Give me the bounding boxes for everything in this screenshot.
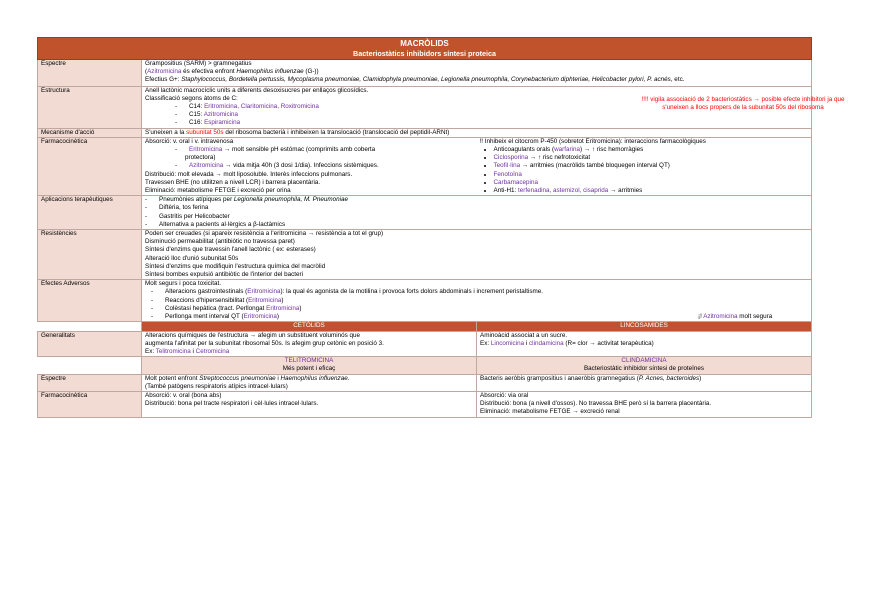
label-efectes: Efectes Adversos <box>38 280 142 322</box>
text: ) <box>276 313 279 321</box>
drug-name: Eritromicina <box>189 146 223 154</box>
species-list: Staphylococcus, Bordetella pertussis, Mycoplasma pneumoniae, Clamidophyla pneumoniae, Legionella pneumophila, Corynebacterium diphteriae, Helicobacter pylori, P. acnés <box>181 76 671 84</box>
efecte-2 <box>145 297 808 305</box>
drug-name: Eritromicina <box>243 313 277 321</box>
label-aplicacions: Aplicacions terapèutiques <box>38 196 142 230</box>
aplicacio-2: - Diftèria, tos ferina <box>145 204 808 212</box>
row-resistencies <box>38 230 812 280</box>
farmaco2-left-2: Distribució: bona pel tracte respiratori i cèl·lules intracel·lulars. <box>145 400 319 408</box>
text: → arritmies <box>608 187 643 195</box>
text: Ex: <box>480 339 491 347</box>
farmaco-eritro <box>145 146 474 154</box>
row-espectre-2 <box>38 374 812 391</box>
label-generalitats: Generalitats <box>38 331 142 357</box>
text: → vida mitja 40h (3 dosi 1/dia). Infeccions sistèmiques. <box>223 162 379 170</box>
text: i <box>190 347 196 355</box>
text: ) <box>699 374 702 382</box>
farmaco2-left-1: Absorció: v. oral (bona abs) <box>145 391 222 399</box>
estructura-c16 <box>145 119 808 127</box>
drug-name: Azitromicina <box>703 313 738 321</box>
page-subtitle: Bacteriostàtics inhibidors síntesi proteica <box>353 49 496 58</box>
resistencia-4: Alteració lloc d'unió subunitat 50s <box>145 254 239 262</box>
species-name: Streptococcus pneumoniae <box>199 374 276 382</box>
label-espectre-2: Espectre <box>38 374 142 391</box>
farmaco2-right-2: Distribució: bona (a nivell d'ossos). No travessa BHE però sí la barrera placentària. <box>480 400 712 408</box>
macrolids-table-sheet <box>37 37 845 418</box>
list-item <box>494 171 809 179</box>
label-estructura: Estructura <box>38 86 142 128</box>
text: ¡! <box>698 313 704 321</box>
empty-label-cell <box>38 322 142 331</box>
farmaco-eritro-cont: protectora) <box>185 154 216 162</box>
row-espectre <box>38 60 812 87</box>
text: Perllonga ment interval QT ( <box>165 313 244 321</box>
text: Molt potent enfront <box>145 374 200 382</box>
highlight-text: subunitat 50s <box>186 128 224 136</box>
efectes-intro: Molt segurs i poca toxicitat. <box>145 280 221 288</box>
drug-name: warfarina <box>554 146 580 154</box>
row-efectes <box>38 280 812 322</box>
aplicacio-3: - Gastritis per Helicobacter <box>145 213 808 221</box>
row-farmacocinetica-2 <box>38 391 812 417</box>
empty-label-cell <box>38 357 142 374</box>
resistencia-5: Síntesi d'enzims que modifiquin l'estructura química del macròlid <box>145 262 326 270</box>
cell-aplicacions <box>142 196 812 230</box>
text: del ribosoma bacterià i inhibeixen la translocació (translocació del peptidil-ARNt) <box>223 128 450 136</box>
text: C14: <box>189 103 205 111</box>
drug-name: Telitromicina <box>155 347 191 355</box>
cell-generalitats-right <box>477 331 812 357</box>
generalitats-left-1: Alteracions químiques de l'estructura → afegim un substituent voluminós que <box>145 331 361 339</box>
label-espectre: Espectre <box>38 60 142 87</box>
farmaco-eliminacio: Eliminació: metabolisme FETGE i excreció per orina <box>145 187 291 195</box>
drug-name: Espiramicina <box>204 119 241 127</box>
text: Pneumònies atípiques per <box>159 196 234 204</box>
text: ): la qual és agonista de la motilina i provoca forts dolors abdominals i increment peristaltisme. <box>280 288 543 296</box>
cell-efectes <box>142 280 812 322</box>
text: C15: <box>189 111 204 119</box>
estructura-line-1: Anell lactònic macrocíclic units a diferents desoxisucres per enllaços glicosídics. <box>145 86 369 94</box>
header-clindamicina <box>477 357 812 374</box>
efecte-3 <box>145 305 808 313</box>
drug-name: terfenadina, astemizol, cisaprida <box>518 187 609 195</box>
cell-farmaco-right <box>477 137 812 195</box>
resistencia-2: Disminució permeabilitat (antibiòtic no travessa paret) <box>145 238 295 246</box>
header-lincosamides: LINCOSAMIDES <box>477 322 812 331</box>
cell-farmaco2-left <box>142 391 477 417</box>
generalitats-left-2: augmenta l'afinitat per la subunitat ribosomal 50s. Is afegim grup cetònic en posició 3. <box>145 339 384 347</box>
text: S'uneixen a la <box>145 128 187 136</box>
drug-header: CLINDAMICINA <box>621 357 667 365</box>
species-name: P. Acnes, bacteroides <box>638 374 700 382</box>
resistencia-1: Poden ser creuades (si apareix resistència a l'eritromicina → resistència a tot el grup) <box>145 230 384 238</box>
aplicacio-4: - Alternativa a pacients al·lèrgics a β-lactàmics <box>145 221 808 229</box>
text: → molt sensible pH estómac (comprimits amb coberta <box>222 146 376 154</box>
cell-generalitats-left <box>142 331 477 357</box>
text: Alteracions gastrointestinals ( <box>165 288 248 296</box>
text: (R= clor → activitat terapèutica) <box>563 339 654 347</box>
drug-name: Cetromicina <box>195 347 230 355</box>
drug-subheader: Més potent i eficaç <box>282 365 336 373</box>
drug-header: TELITROMICINA <box>284 357 334 365</box>
text: ) <box>281 296 284 304</box>
farmaco-absorcio: Absorció: v. oral i v. intravenosa <box>145 137 234 145</box>
efectes-side-note <box>698 313 772 321</box>
macrolids-table <box>37 37 845 418</box>
farmaco-p450: !! Inhibeix el citocrom P-450 (sobretot Eritromicina): interaccions farmacològiques <box>479 137 706 145</box>
row-mecanisme <box>38 128 812 137</box>
resistencia-3: Síntesi d'enzims que travessin l'anell lactònic ( ex: esterases) <box>145 246 316 254</box>
row-aplicacions <box>38 196 812 230</box>
drug-name: clindamicina <box>529 339 564 347</box>
text: → arritmies (macròlids també bloquegen interval QT) <box>520 162 670 170</box>
label-resistencies: Resistències <box>38 230 142 280</box>
header-cetolids: CETÒLIDS <box>142 322 477 331</box>
farmaco-bhe: Travessen BHE (no utilitzen a nivell LCR) i barrera placentària. <box>145 178 321 186</box>
row-generalitats <box>38 331 812 357</box>
cell-resistencies <box>142 230 812 280</box>
drug-name: Lincomicina <box>490 339 525 347</box>
text: Bacteris aeròbis grampositius i anaeròbis gramnegatius ( <box>480 374 639 382</box>
species-name: Legionella pneumophila, M. Pneumoniae <box>233 196 349 204</box>
cell-farmaco2-right <box>477 391 812 417</box>
efecte-1 <box>145 288 808 296</box>
warning-line-2: s'uneixen a llocs propers de la subunitat 50s del ribosoma <box>662 103 824 111</box>
cell-espectre2-right <box>477 374 812 391</box>
warning-line-1: !!!! vigila associació de 2 bacteriostàtics → posible efecte inhibitori ja que <box>641 95 845 103</box>
label-farmacocinetica: Farmacocinètica <box>38 137 142 195</box>
text: Reaccions d'hipersensibilitat ( <box>165 296 249 304</box>
espectre2-left-1 <box>145 375 473 383</box>
farmaco2-right-3: Eliminació: metabolisme FETGE → excreció renal <box>480 408 620 416</box>
estructura-line-2: Classificació segons àtoms de C: <box>145 94 238 102</box>
row-farmacocinetica <box>38 137 812 195</box>
drug-name: Ciclosporina <box>493 154 529 162</box>
drug-name: Carbamacepina <box>493 178 538 186</box>
text: ) → ↑ risc hemorràgies <box>579 146 644 154</box>
page-title: MACRÒLIDS <box>400 39 449 48</box>
header-telitromicina <box>142 357 477 374</box>
species-name: Haemophilus influenzae <box>236 68 304 76</box>
row-drug-headers <box>38 357 812 374</box>
drug-name: Eritromicina <box>266 304 300 312</box>
espectre2-left-2: (També patògens respiratoris atípics intracel·lulars) <box>145 382 288 390</box>
list-item <box>494 146 809 154</box>
title-row <box>38 38 812 60</box>
label-mecanisme: Mecanisme d'acció <box>38 128 142 137</box>
generalitats-right-2 <box>480 340 808 348</box>
espectre-line-3 <box>145 76 808 85</box>
row-estructura <box>38 86 812 128</box>
estructura-c15 <box>145 111 808 119</box>
drug-name: Teofil·lina <box>493 162 521 170</box>
drug-name: Eritromicina <box>248 296 282 304</box>
cell-espectre2-left <box>142 374 477 391</box>
espectre-line-1: Grampositius (SARM) > gramnegatius <box>145 60 252 67</box>
text: ) <box>299 304 302 312</box>
farmaco2-right-1: Absorció: via oral <box>480 391 529 399</box>
list-item <box>494 162 809 170</box>
cell-mecanisme <box>142 128 812 137</box>
text: , etc. <box>670 76 685 84</box>
text: Colèstasi hepàtica (tract. Perllongat <box>165 304 267 312</box>
list-item <box>494 154 809 162</box>
estructura-warning <box>593 96 893 112</box>
cell-estructura <box>142 86 845 128</box>
drug-name: Azitromicina <box>147 68 182 76</box>
cell-espectre <box>142 60 812 87</box>
interactions-list <box>480 146 809 195</box>
text: Efectius G+: <box>145 76 182 84</box>
row-group-headers <box>38 322 812 331</box>
title-cell <box>38 38 812 60</box>
drug-name: Azitromicina <box>189 162 224 170</box>
drug-name: Eritromicina <box>247 288 281 296</box>
species-name: Haemophilus influenzae. <box>280 374 350 382</box>
text: i <box>524 339 530 347</box>
espectre-line-2 <box>145 68 808 76</box>
drug-name: Azitromicina <box>203 111 238 119</box>
text: ( <box>145 68 148 76</box>
text: Anti-H1: <box>493 187 518 195</box>
text: C16: <box>189 119 205 127</box>
generalitats-left-3 <box>145 348 473 356</box>
text: Anticoagulants orals ( <box>493 146 555 154</box>
text: molt segura <box>737 313 773 321</box>
farmaco-azitro <box>145 162 474 170</box>
list-item <box>494 179 809 187</box>
list-item <box>494 187 809 195</box>
generalitats-right-1: Aminoàcid associat a un sucre. <box>480 331 568 339</box>
aplicacio-1 <box>145 196 808 204</box>
drug-name: Fenotoïna <box>493 170 522 178</box>
espectre2-right-1 <box>480 375 808 383</box>
text: Ex: <box>145 347 156 355</box>
cell-farmaco-left <box>142 137 477 195</box>
drug-subheader: Bacteriostàtic inhibidor síntesi de proteïnes <box>583 365 705 373</box>
drug-name: Eritromicina, Claritomicina, Roxitromicina <box>204 103 319 111</box>
text: és efectiva enfront <box>181 68 237 76</box>
text: (G-)) <box>303 68 319 76</box>
label-farmacocinetica-2: Farmacocinètica <box>38 391 142 417</box>
text: → ↑ risc nefrotoxicitat <box>528 154 591 162</box>
text: i <box>275 374 281 382</box>
farmaco-distribucio: Distribució: molt elevada → molt liposoluble. Interès infeccions pulmonars. <box>145 170 353 178</box>
resistencia-6: Síntesi bombes expulsió antibiòtic de l'interior del bacteri <box>145 271 304 279</box>
